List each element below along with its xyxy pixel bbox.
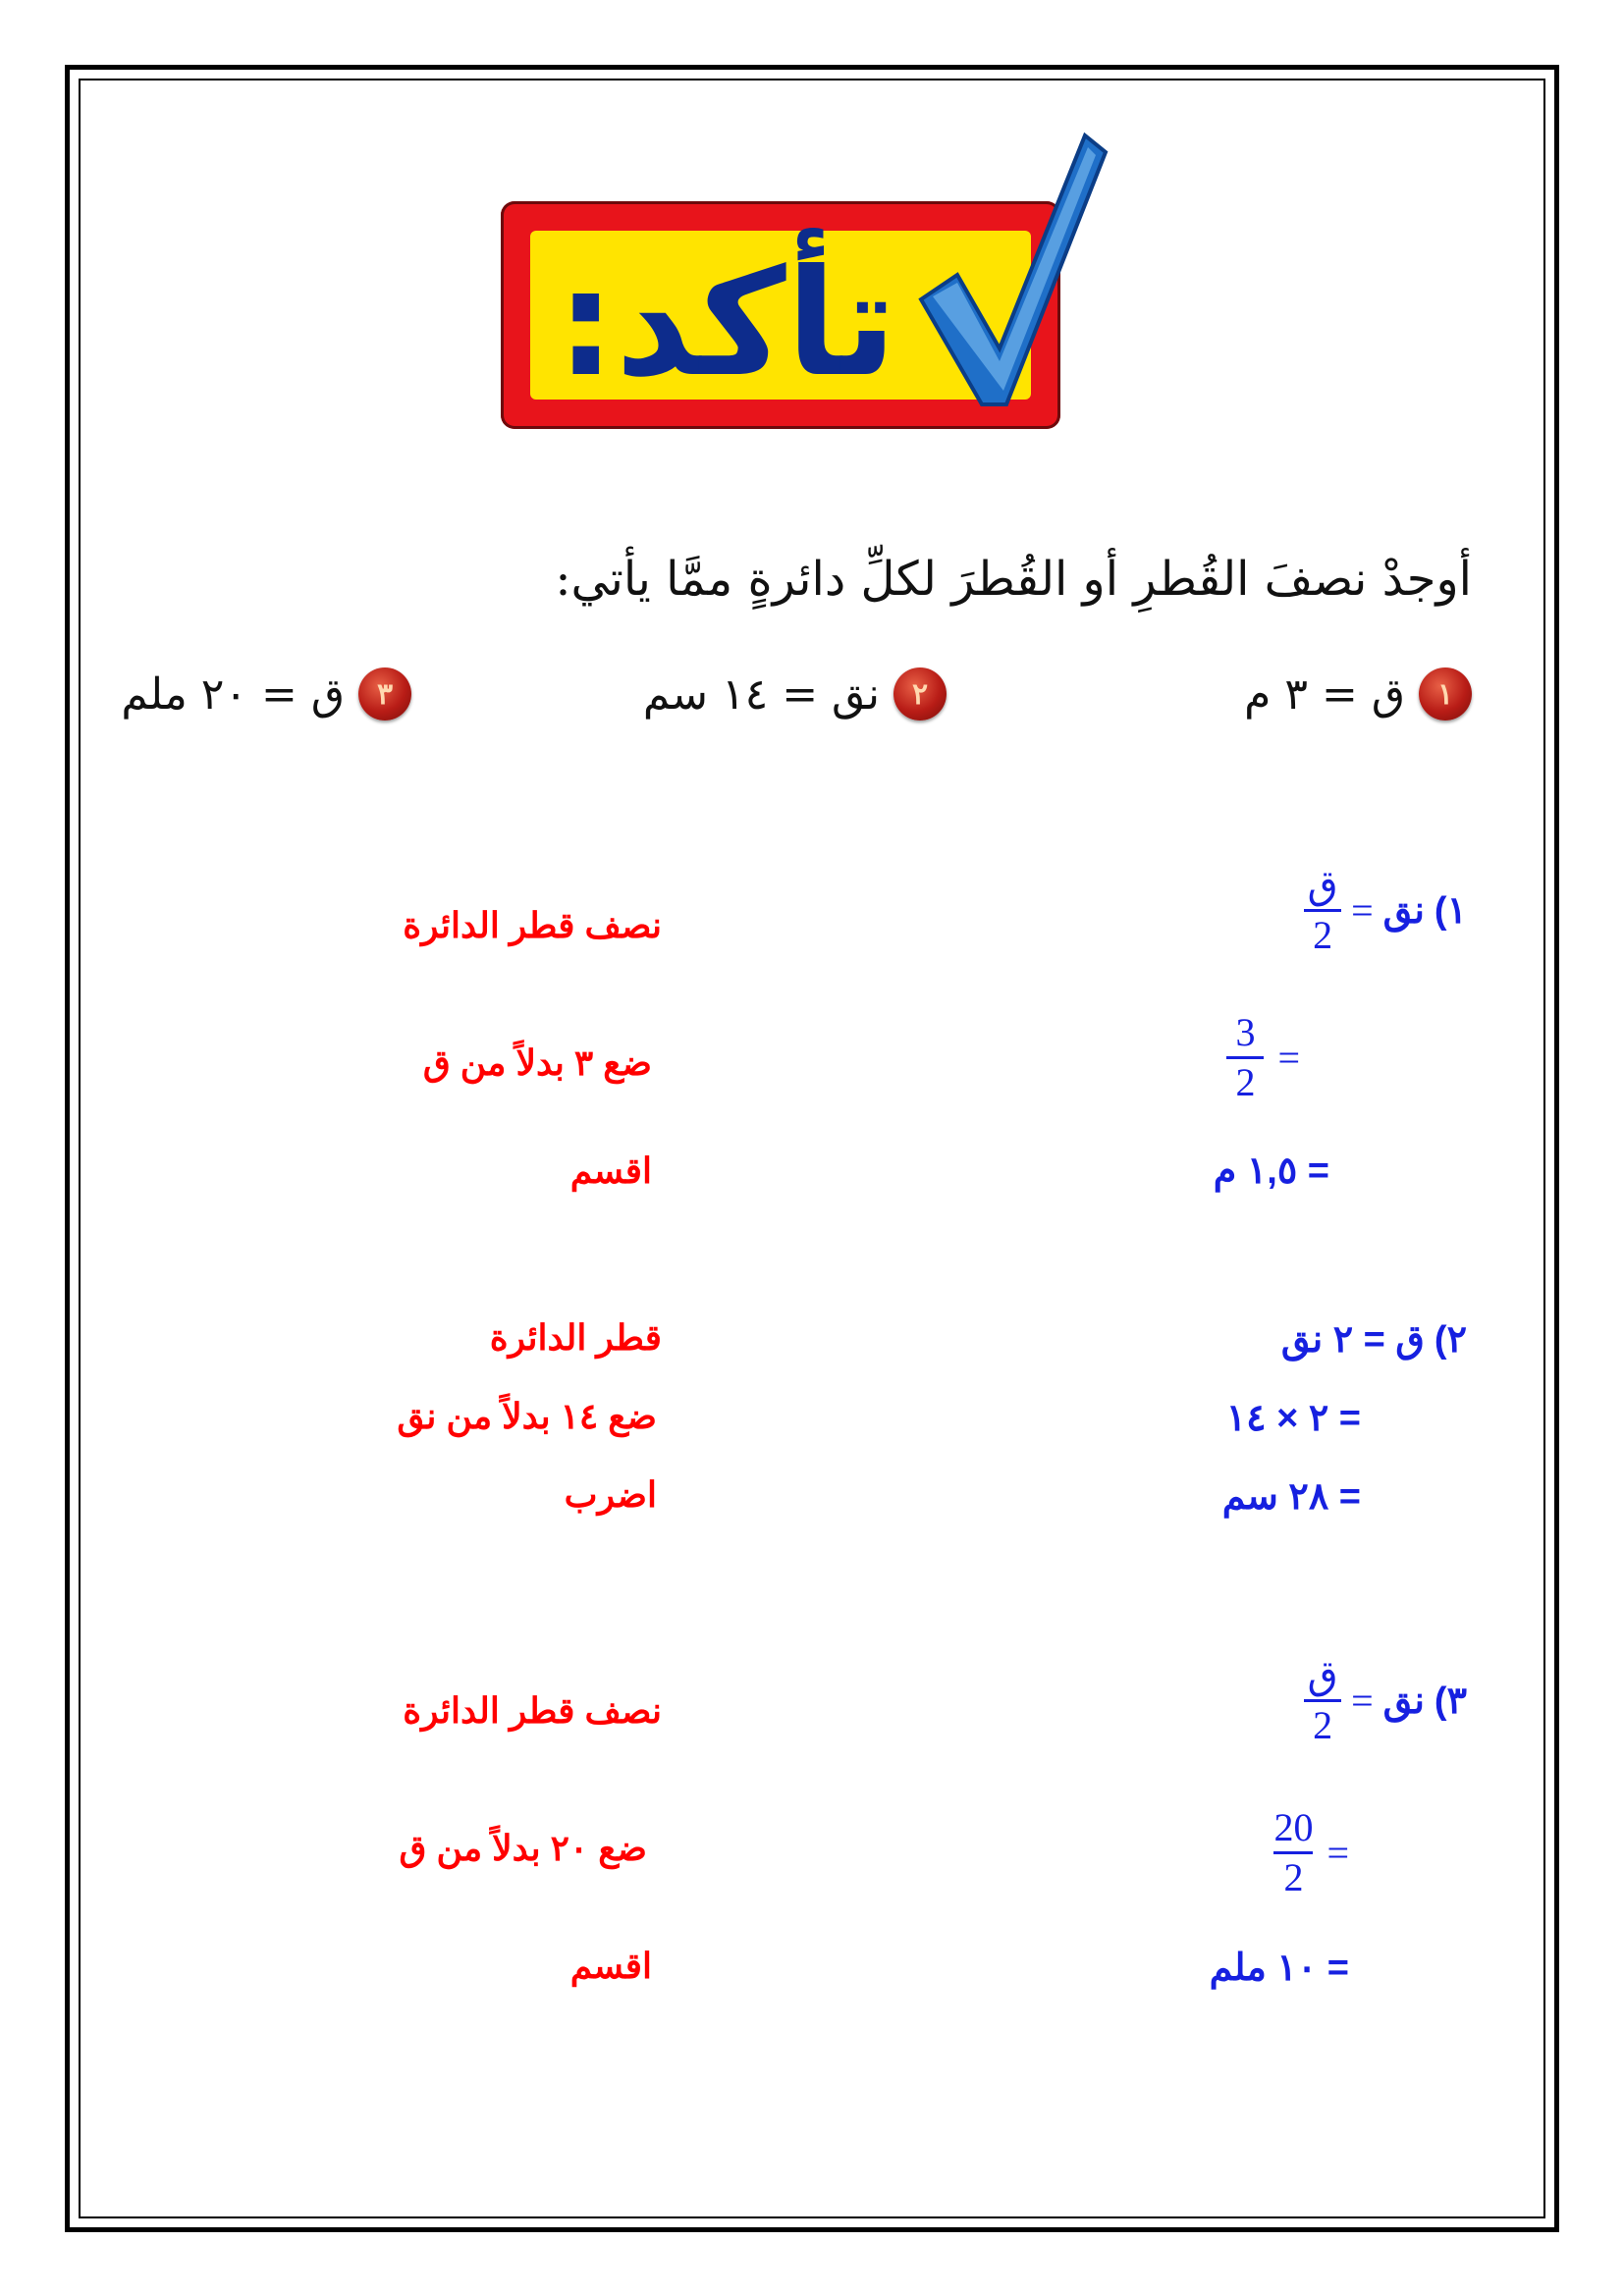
- equals-sign: =: [1326, 1831, 1349, 1875]
- fraction-bar: [1304, 909, 1341, 912]
- fraction-numerator: 20: [1273, 1805, 1314, 1849]
- fraction-denominator: 2: [1235, 1060, 1256, 1104]
- instruction-text: أوجدْ نصفَ القُطرِ أو القُطرَ لكلِّ دائرةٍ ممَّا يأتي:: [555, 552, 1472, 607]
- solution-number: ٣): [1434, 1681, 1467, 1722]
- solution-2-note-1: قطر الدائرة: [489, 1317, 662, 1358]
- exercise-number-badge: ٢: [893, 667, 947, 721]
- equals-sign: =: [1351, 1679, 1374, 1723]
- solution-2-note-3: اضرب: [564, 1474, 657, 1515]
- checkmark-icon: [913, 128, 1110, 412]
- fraction: [1304, 1654, 1341, 1747]
- solution-2-note-2: ضع ١٤ بدلاً من نق: [397, 1396, 657, 1436]
- exercise-3: [121, 658, 411, 730]
- solution-3-note-3: اقسم: [569, 1946, 652, 1986]
- fraction-denominator: 2: [1283, 1855, 1304, 1899]
- fraction: [1226, 1011, 1264, 1104]
- solution-1-line-1: [1304, 864, 1467, 957]
- solution-2-line-2: = ٢ × ١٤: [1225, 1398, 1361, 1439]
- fraction-bar: [1226, 1056, 1264, 1059]
- solution-2-line-3: = ٢٨ سم: [1221, 1476, 1361, 1518]
- solution-1-line-2: [1226, 1011, 1300, 1104]
- solution-3-note-2: ضع ٢٠ بدلاً من ق: [399, 1828, 647, 1868]
- equals-sign: =: [1277, 1036, 1300, 1080]
- fraction-numerator: 3: [1235, 1010, 1256, 1054]
- solution-2-line-1: [1281, 1317, 1467, 1362]
- solution-1-note-2: ضع ٣ بدلاً من ق: [422, 1042, 652, 1083]
- solution-3-note-1: نصف قطر الدائرة: [403, 1690, 662, 1731]
- fraction-denominator: 2: [1313, 1703, 1333, 1747]
- exercise-number-badge: ٣: [358, 667, 411, 721]
- solution-3-line-1: [1304, 1654, 1467, 1747]
- fraction: [1273, 1806, 1313, 1899]
- exercise-text: ق = ٣ م: [1244, 668, 1405, 720]
- fraction-bar: [1304, 1699, 1341, 1702]
- radius-symbol: نق: [1382, 1681, 1425, 1722]
- solution-3-line-2: [1273, 1806, 1349, 1899]
- fraction-denominator: 2: [1313, 913, 1333, 957]
- exercise-text: ق = ٢٠ ملم: [121, 668, 345, 720]
- exercise-text: نق = ١٤ سم: [642, 668, 880, 720]
- equals-sign: =: [1351, 888, 1374, 933]
- diameter-formula: ق = ٢ نق: [1280, 1319, 1425, 1361]
- solution-1-note-3: اقسم: [569, 1150, 652, 1191]
- fraction-numerator: ق: [1307, 863, 1338, 908]
- fraction-bar: [1273, 1851, 1313, 1854]
- solution-1-result: = ١,٥ م: [1213, 1150, 1329, 1192]
- banner-title: تأكد:: [556, 239, 897, 409]
- fraction: [1304, 864, 1341, 957]
- exercise-1: [1244, 658, 1472, 730]
- solution-number: ١): [1434, 890, 1467, 932]
- solution-number: ٢): [1434, 1319, 1467, 1361]
- exercise-2: [643, 658, 947, 730]
- solution-3-result: = ١٠ ملم: [1209, 1948, 1349, 1989]
- fraction-numerator: ق: [1307, 1653, 1338, 1698]
- solution-1-note-1: نصف قطر الدائرة: [403, 905, 662, 945]
- radius-symbol: نق: [1382, 890, 1425, 932]
- exercise-number-badge: ١: [1419, 667, 1472, 721]
